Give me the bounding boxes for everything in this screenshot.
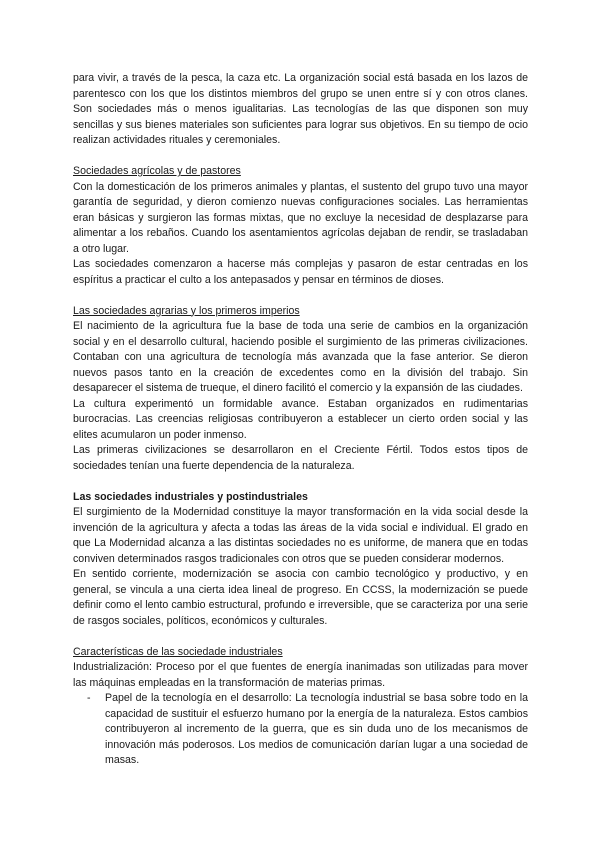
paragraph: Las primeras civilizaciones se desarrollaron en el Creciente Fértil. Todos estos tipos de sociedades tenían una fuerte dependencia de la naturaleza. xyxy=(73,444,528,472)
section-heading-caracteristicas: Características de las sociedade industriales xyxy=(73,645,283,658)
paragraph: En sentido corriente, modernización se asocia con cambio tecnológico y productivo, y en general, se vincula a una cierta idea lineal de progreso. En CCSS, la modernización se puede definir como el lento cambio estructural, profundo e irreversible, que se caracteriza por una serie de rasgos sociales, políticos, económicos y culturales. xyxy=(73,568,528,627)
section-heading-agricolas: Sociedades agrícolas y de pastores xyxy=(73,165,241,177)
section-heading-agrarias: Las sociedades agrarias y los primeros imperios xyxy=(73,304,300,317)
bullet-dash: - xyxy=(87,692,91,704)
paragraph: La cultura experimentó un formidable avance. Estaban organizados en rudimentarias burocracias. Las creencias religiosas contribuyeron a establecer un cierto orden social y las elites acumularon un poder inmenso. xyxy=(73,397,528,441)
paragraph: Con la domesticación de los primeros animales y plantas, el sustento del grupo tuvo una mayor garantía de seguridad, y dieron comienzo nuevas configuraciones sociales. Las herramientas eran básicas y surgieron las formas mixtas, que no excluye la necesidad de desplazarse para alimentar a los rebaños. Cuando los asentamientos agrícolas dejaban de rendir, se trasladaban a otro lugar. xyxy=(73,180,528,255)
paragraph: El surgimiento de la Modernidad constituye la mayor transformación en la vida social desde la invención de la agricultura y afecta a todas las áreas de la vida social e individual. El grado en que La Modernidad alcanza a las distintas sociedades no es uniforme, de manera que en todas conviven determinados rasgos tradicionales con otros que se pueden considerar modernos. xyxy=(73,506,528,565)
list-item-text: Papel de la tecnología en el desarrollo: La tecnología industrial se basa sobre todo en la capacidad de sustituir el esfuerzo humano por la energía de la naturaleza. Estos cambios contribuyeron al incremento de la guerra, que es sin duda uno de los mecanismos de innovación más poderosos. Los medios de comunicación darían lugar a una sociedad de masas. xyxy=(105,692,528,766)
paragraph: El nacimiento de la agricultura fue la base de toda una serie de cambios en la organización social y en el desarrollo cultural, haciendo posible el surgimiento de las primeras civilizaciones. Contaban con una agricultura de tecnología más avanzada que la fase anterior. Se dieron nuevos pasos tanto en la creación de excedentes como en la división del trabajo. Sin desaparecer el sistema de trueque, el dinero facilitó el comercio y la expansión de las ciudades. xyxy=(73,320,528,394)
list-item xyxy=(73,691,528,769)
paragraph: Industrialización: Proceso por el que fuentes de energía inanimadas son utilizadas para mover las máquinas empleadas en la transformación de materias primas. xyxy=(73,661,528,689)
document-body xyxy=(73,71,528,769)
paragraph: Las sociedades comenzaron a hacerse más complejas y pasaron de estar centradas en los espíritus a practicar el culto a los antepasados y pensar en términos de dioses. xyxy=(73,258,528,286)
section-heading-industriales: Las sociedades industriales y postindustriales xyxy=(73,490,308,503)
intro-paragraph: para vivir, a través de la pesca, la caza etc. La organización social está basada en los lazos de parentesco con los que los distintos miembros del grupo se unen entre sí y con otros clanes. Son sociedades más o menos igualitarias. Las tecnologías de las que disponen son muy sencillas y sus bienes materiales son suficientes para lograr sus objetivos. En su tiempo de ocio realizan actividades rituales y ceremoniales. xyxy=(73,72,528,146)
